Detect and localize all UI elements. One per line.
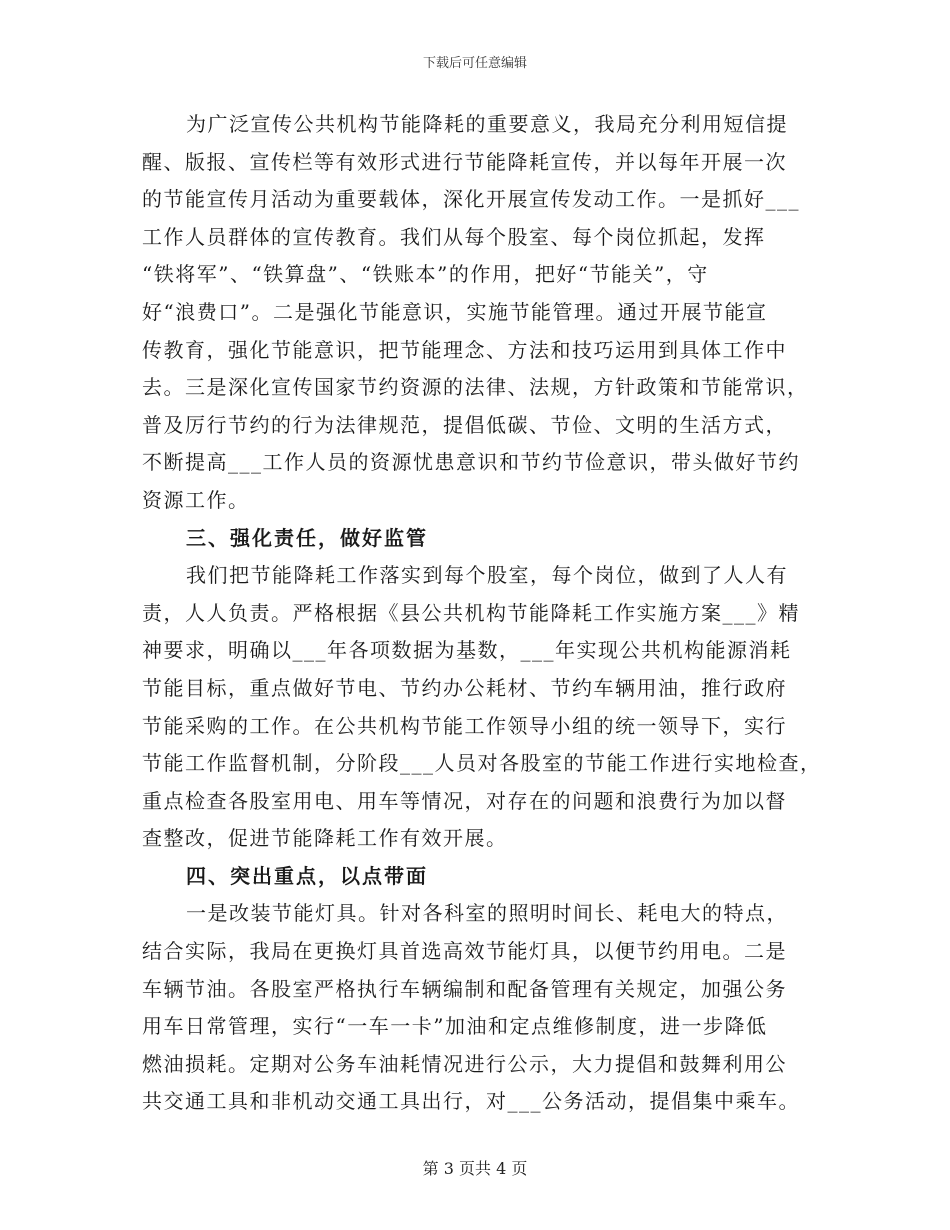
paragraph-line: 传教育，强化节能意识，把节能理念、方法和技巧运用到具体工作中 xyxy=(142,337,787,362)
paragraph-line: 节能目标，重点做好节电、节约办公耗材、节约车辆用油，推行政府 xyxy=(142,675,787,700)
paragraph-line: 查整改，促进节能降耗工作有效开展。 xyxy=(142,826,508,851)
page-footer: 第 3 页共 4 页 xyxy=(422,1159,528,1178)
paragraph-line: 节能工作监督机制，分阶段___人员对各股室的节能工作进行实地检查， xyxy=(142,751,822,776)
paragraph-line: 去。三是深化宣传国家节约资源的法律、法规，方针政策和节能常识， xyxy=(142,375,809,400)
paragraph-line: 的节能宣传月活动为重要载体，深化开展宣传发动工作。一是抓好___ xyxy=(142,187,800,212)
paragraph-first-line: 我们把节能降耗工作落实到每个股室，每个岗位，做到了人人有 xyxy=(186,563,788,588)
paragraph-line: 醒、版报、宣传栏等有效形式进行节能降耗宣传，并以每年开展一次 xyxy=(142,149,787,174)
paragraph-line: 资源工作。 xyxy=(142,487,250,512)
paragraph-first-line: 为广泛宣传公共机构节能降耗的重要意义，我局充分利用短信提 xyxy=(186,112,788,136)
paragraph-line: 车辆节油。各股室严格执行车辆编制和配备管理有关规定，加强公务 xyxy=(142,976,787,1001)
paragraph-line: 节能采购的工作。在公共机构节能工作领导小组的统一领导下，实行 xyxy=(142,713,787,738)
paragraph-line: 神要求，明确以___年各项数据为基数，___年实现公共机构能源消耗 xyxy=(142,638,792,663)
paragraph-line: 普及厉行节约的行为法律规范，提倡低碳、节俭、文明的生活方式， xyxy=(142,412,787,437)
page-header: 下载后可任意编辑 xyxy=(422,56,527,71)
paragraph-line: 好“浪费口”。二是强化节能意识，实施节能管理。通过开展节能宣 xyxy=(142,299,768,324)
paragraph-line: 不断提高___工作人员的资源忧患意识和节约节俭意识，带头做好节约 xyxy=(142,450,800,475)
paragraph-first-line: 一是改装节能灯具。针对各科室的照明时间长、耗电大的特点， xyxy=(186,901,788,926)
paragraph-line: 用车日常管理，实行“一车一卡”加油和定点维修制度，进一步降低 xyxy=(142,1014,768,1039)
paragraph-line: “铁将军”、“铁算盘”、“铁账本”的作用，把好“节能关”，守 xyxy=(142,262,709,287)
paragraph-line: 工作人员群体的宣传教育。我们从每个股室、每个岗位抓起，发挥 xyxy=(142,224,766,249)
paragraph-line: 燃油损耗。定期对公务车油耗情况进行公示，大力提倡和鼓舞利用公 xyxy=(142,1051,787,1076)
paragraph-line: 重点检查各股室用电、用车等情况，对存在的问题和浪费行为加以督 xyxy=(142,788,787,813)
paragraph-line: 责，人人负责。严格根据《县公共机构节能降耗工作实施方案___》精 xyxy=(142,600,800,625)
section-heading: 三、强化责任，做好监管 xyxy=(186,525,428,550)
section-heading: 四、突出重点，以点带面 xyxy=(186,863,428,888)
paragraph-line: 结合实际，我局在更换灯具首选高效节能灯具，以便节约用电。二是 xyxy=(142,939,787,964)
paragraph-line: 共交通工具和非机动交通工具出行，对___公务活动，提倡集中乘车。 xyxy=(142,1089,800,1114)
document-body xyxy=(142,106,822,1121)
